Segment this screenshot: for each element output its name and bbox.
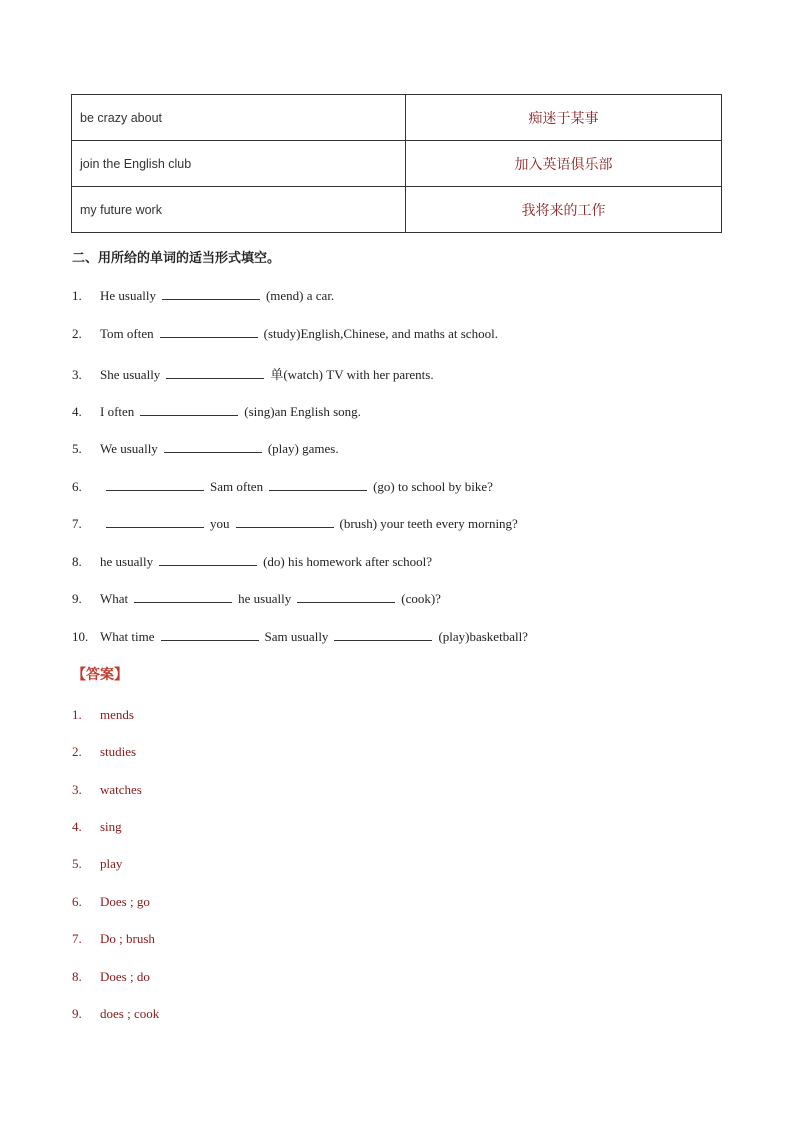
question-item <box>72 591 441 607</box>
answer-blank[interactable] <box>162 289 260 300</box>
answer-blank[interactable] <box>159 555 257 566</box>
question-text: I often <box>100 404 135 419</box>
answer-blank[interactable] <box>236 517 334 528</box>
answer-blank[interactable] <box>160 327 258 338</box>
answer-text: studies <box>100 744 137 759</box>
answer-blank[interactable] <box>161 630 259 641</box>
answer-item <box>72 969 150 985</box>
answer-text: play <box>100 856 123 871</box>
question-text: (sing)an English song. <box>244 404 361 419</box>
answer-number: 8. <box>72 969 82 984</box>
answer-item <box>72 707 134 723</box>
answer-blank[interactable] <box>297 592 395 603</box>
answer-blank[interactable] <box>140 405 238 416</box>
question-text: We usually <box>100 441 158 456</box>
question-item <box>72 441 339 457</box>
vocab-english: be crazy about <box>72 95 406 141</box>
answer-text: Does ; do <box>100 969 150 984</box>
answer-blank[interactable] <box>269 480 367 491</box>
vocab-chinese: 加入英语俱乐部 <box>406 141 722 187</box>
answer-blank[interactable] <box>134 592 232 603</box>
answer-heading: 【答案】 <box>72 667 128 683</box>
question-number: 8. <box>72 554 82 569</box>
vocab-english: join the English club <box>72 141 406 187</box>
question-text: (go) to school by bike? <box>373 479 493 494</box>
answer-blank[interactable] <box>166 368 264 379</box>
answer-blank[interactable] <box>106 517 204 528</box>
answer-number: 7. <box>72 931 82 946</box>
answer-item <box>72 931 155 947</box>
question-item <box>72 516 518 532</box>
question-number: 10. <box>72 629 89 644</box>
question-text: (brush) your teeth every morning? <box>339 516 518 531</box>
answer-text: mends <box>100 707 134 722</box>
answer-number: 9. <box>72 1006 82 1021</box>
question-number: 1. <box>72 288 82 303</box>
answer-item <box>72 819 122 835</box>
answer-text: watches <box>100 782 142 797</box>
question-text: (play)basketball? <box>438 629 528 644</box>
question-text: you <box>210 516 230 531</box>
vocab-chinese: 痴迷于某事 <box>406 95 722 141</box>
answer-item <box>72 856 122 872</box>
question-text: He usually <box>100 288 156 303</box>
question-text: he usually <box>238 591 292 606</box>
question-item <box>72 479 493 495</box>
question-number: 3. <box>72 367 82 382</box>
question-number: 5. <box>72 441 82 456</box>
question-text: (mend) a car. <box>265 288 335 303</box>
question-text: Sam often <box>210 479 264 494</box>
question-item <box>72 629 528 645</box>
question-text: What time <box>100 629 155 644</box>
question-text: Tom often <box>100 326 154 341</box>
question-number: 6. <box>72 479 82 494</box>
answer-blank[interactable] <box>164 442 262 453</box>
vocab-chinese: 我将来的工作 <box>406 187 722 233</box>
question-text: (play) games. <box>267 441 339 456</box>
question-text: he usually <box>100 554 154 569</box>
vocab-table <box>71 94 722 233</box>
table-row <box>72 141 722 187</box>
question-number: 2. <box>72 326 82 341</box>
question-item <box>72 288 334 304</box>
answer-text: Do ; brush <box>100 931 155 946</box>
answer-number: 6. <box>72 894 82 909</box>
answer-text: Does ; go <box>100 894 150 909</box>
vocab-english: my future work <box>72 187 406 233</box>
answer-number: 5. <box>72 856 82 871</box>
question-text: (study)English,Chinese, and maths at school. <box>263 326 498 341</box>
question-text: (cook)? <box>401 591 441 606</box>
answer-text: sing <box>100 819 122 834</box>
answer-item <box>72 782 142 798</box>
section-title: 二、用所给的单词的适当形式填空。 <box>72 251 281 266</box>
answer-number: 3. <box>72 782 82 797</box>
answer-blank[interactable] <box>334 630 432 641</box>
answer-number: 2. <box>72 744 82 759</box>
answer-number: 4. <box>72 819 82 834</box>
question-text: 单(watch) TV with her parents. <box>270 367 434 382</box>
question-item <box>72 326 498 342</box>
question-number: 9. <box>72 591 82 606</box>
answer-number: 1. <box>72 707 82 722</box>
question-number: 4. <box>72 404 82 419</box>
answer-item <box>72 744 136 760</box>
answer-blank[interactable] <box>106 480 204 491</box>
question-item <box>72 554 432 570</box>
question-number: 7. <box>72 516 82 531</box>
answer-item <box>72 1006 159 1022</box>
question-text: Sam usually <box>264 629 329 644</box>
table-row <box>72 95 722 141</box>
question-text: What <box>100 591 129 606</box>
table-row <box>72 187 722 233</box>
question-item <box>72 364 434 383</box>
question-text: She usually <box>100 367 161 382</box>
answer-text: does ; cook <box>100 1006 160 1021</box>
answer-item <box>72 894 150 910</box>
question-item <box>72 404 361 420</box>
question-text: (do) his homework after school? <box>263 554 433 569</box>
